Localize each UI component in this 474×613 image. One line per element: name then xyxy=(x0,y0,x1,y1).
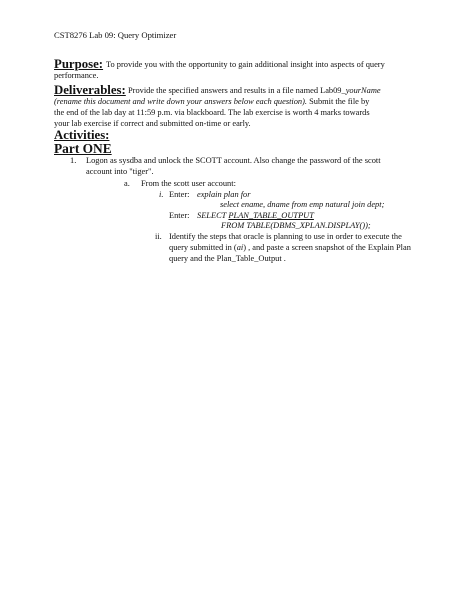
explain-plan-text: explain plan for xyxy=(197,190,251,199)
item1-number: 1. xyxy=(70,156,77,165)
part-one-heading: Part ONE xyxy=(54,141,112,156)
deliverables-line1-text: Provide the specified answers and results in a file named Lab09 xyxy=(128,86,342,95)
select-plan-line xyxy=(197,211,314,222)
enter-label-2: Enter: xyxy=(169,211,190,220)
sub-ii-line1: Identify the steps that oracle is planning to use in order to execute the xyxy=(169,232,402,241)
deliverables-line2-suffix: Submit the file by xyxy=(309,97,370,106)
deliverables-text-line1 xyxy=(128,86,381,97)
purpose-heading: Purpose: xyxy=(54,57,104,71)
deliverables-line2-italic: (rename this document and write down your answers below each question). xyxy=(54,97,308,106)
sub-ii-line2 xyxy=(169,243,411,254)
deliverables-text-line2 xyxy=(54,97,369,108)
sub-ii-numeral: ii. xyxy=(155,232,162,241)
from-table-line: FROM TABLE(DBMS_XPLAN.DISPLAY()); xyxy=(221,221,371,230)
item1-line2: account into "tiger". xyxy=(86,167,154,176)
document-title: CST8276 Lab 09: Query Optimizer xyxy=(54,30,177,40)
item1-line1: Logon as sysdba and unlock the SCOTT account. Also change the password of the scott xyxy=(86,156,381,165)
deliverables-line1-suffix: _yourName xyxy=(341,86,381,95)
sub-ii-line3: query and the Plan_Table_Output . xyxy=(169,254,286,263)
sub-ii-line2-a: query submitted in ( xyxy=(169,243,237,252)
sub-a-text: From the scott user account: xyxy=(141,179,236,188)
sub-a-letter: a. xyxy=(124,179,130,188)
select-statement: select ename, dname from emp natural join dept; xyxy=(220,200,385,209)
deliverables-text-line3: the end of the lab day at 11:59 p.m. via blackboard. The lab exercise is worth 4 marks towards xyxy=(54,108,370,117)
purpose-text-line2: performance. xyxy=(54,71,99,80)
sub-ii-line2-b: ) , and paste a screen snapshot of the Explain Plan xyxy=(243,243,411,252)
deliverables-heading: Deliverables: xyxy=(54,83,126,97)
sub-ii-line2-ai: ai xyxy=(236,243,244,252)
activities-heading: Activities: xyxy=(54,128,110,142)
enter-label-1: Enter: xyxy=(169,190,190,199)
deliverables-text-line4: your lab exercise if correct and submitted on-time or early. xyxy=(54,119,251,128)
plan-table-output-keyword: PLAN_TABLE_OUTPUT xyxy=(228,211,314,220)
purpose-text-line1: To provide you with the opportunity to gain additional insight into aspects of query xyxy=(106,60,385,69)
select-keyword: SELECT xyxy=(197,211,227,220)
sub-i-numeral: i. xyxy=(159,190,164,199)
